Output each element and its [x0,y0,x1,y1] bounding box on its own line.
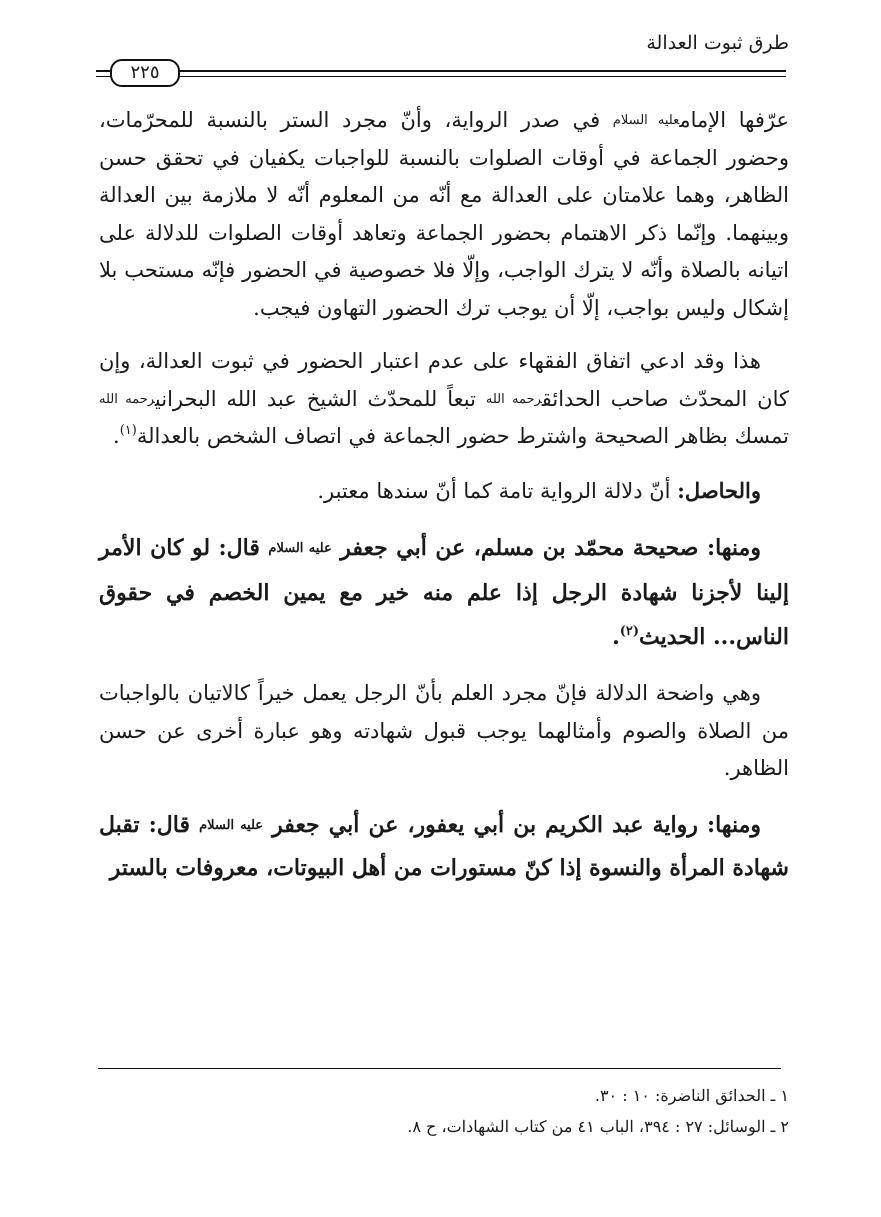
footnote-1: ١ ـ الحدائق الناضرة: ١٠ : ٣٠. [594,1086,789,1105]
salawat-mark: عليه السلام [199,817,264,833]
text-run: تبعاً للمحدّث الشيخ عبد الله البحراني [154,386,476,411]
paragraph-4 [99,675,789,788]
paragraph-3 [99,472,789,511]
salawat-mark: عليه السلام [612,113,680,128]
text-run: هذا وقد ادعي اتفاق الفقهاء على عدم اعتبار الحضور في ثبوت العدالة، وإن كان المحدّث صاحب الحدائق [99,349,789,411]
hadith-2 [99,804,789,889]
text-run: تمسك بظاهر الصحيحة واشترط حضور الجماعة في اتصاف الشخص بالعدالة [136,424,789,448]
paragraph-2 [99,343,789,456]
text-run: عرّفها الإمام [679,108,789,132]
hadith-1 [99,526,789,659]
footnote-2: ٢ ـ الوسائل: ٢٧ : ٣٩٤، الباب ٤١ من كتاب الشهادات، ح ٨. [407,1117,789,1136]
rahimahullah-mark: رحمه الله [485,391,542,407]
text-run: . [113,424,120,448]
footnotes [99,1080,789,1142]
header-rule [96,70,786,72]
text-run: في صدر الرواية، وأنّ مجرد الستر بالنسبة للمحرّمات، وحضور الجماعة في أوقات الصلوات بالنسبة للواجبات يكفيان في تحقق حسن الظاهر، وهما علامتان على العدالة مع أنّه من المعلوم أنّه لا ملازمة بين العدالة وبينهما. وإنّما ذكر الاهتمام بحضور الجماعة وتعاهد أوقات الصلوات للدلالة على اتيانه بالصلاة وأنّه لا يترك الواجب، وإلّا فلا خصوصية في الحضور فإنّه مستحب بلا إشكال وليس بواجب، إلّا أن يوجب ترك الحضور التهاون فيجب. [99,108,790,320]
text-run: قال: لو كان الأمر إلينا لأجزنا شهادة الرجل إذا علم منه خير مع يمين الخصم في حقوق الناس... الحديث [99,535,789,650]
paragraph-1 [99,102,789,327]
salawat-mark: عليه السلام [268,541,332,556]
text-run: أنّ دلالة الرواية تامة كما أنّ سندها معتبر. [317,478,671,503]
text-run: ومنها: صحيحة محمّد بن مسلم، عن أبي جعفر [340,535,761,561]
footnote-rule [98,1068,781,1069]
running-head: طرق ثبوت العدالة [646,32,789,54]
main-text [99,102,789,889]
text-run: ومنها: رواية عبد الكريم بن أبي يعفور، عن أبي جعفر [272,811,761,838]
header-rule-thin [96,76,786,77]
summary-label: والحاصل: [677,477,761,503]
text-run: قال: تقبل شهادة المرأة والنسوة إذا كنّ مستورات من أهل البيوتات، معروفات بالستر [99,811,789,881]
text-run: . [612,624,620,650]
rahimahullah-mark: رحمه الله [99,391,155,407]
page-number: ٢٢٥ [110,59,180,87]
footnote-ref-1: (١) [119,423,137,438]
footnote-ref-2: (٢) [619,624,640,639]
text-run: وهي واضحة الدلالة فإنّ مجرد العلم بأنّ الرجل يعمل خيراً كالاتيان بالواجبات من الصلاة والصوم وأمثالهما يوجب قبول شهادته وهو عبارة أخرى عن حسن الظاهر. [99,681,789,780]
